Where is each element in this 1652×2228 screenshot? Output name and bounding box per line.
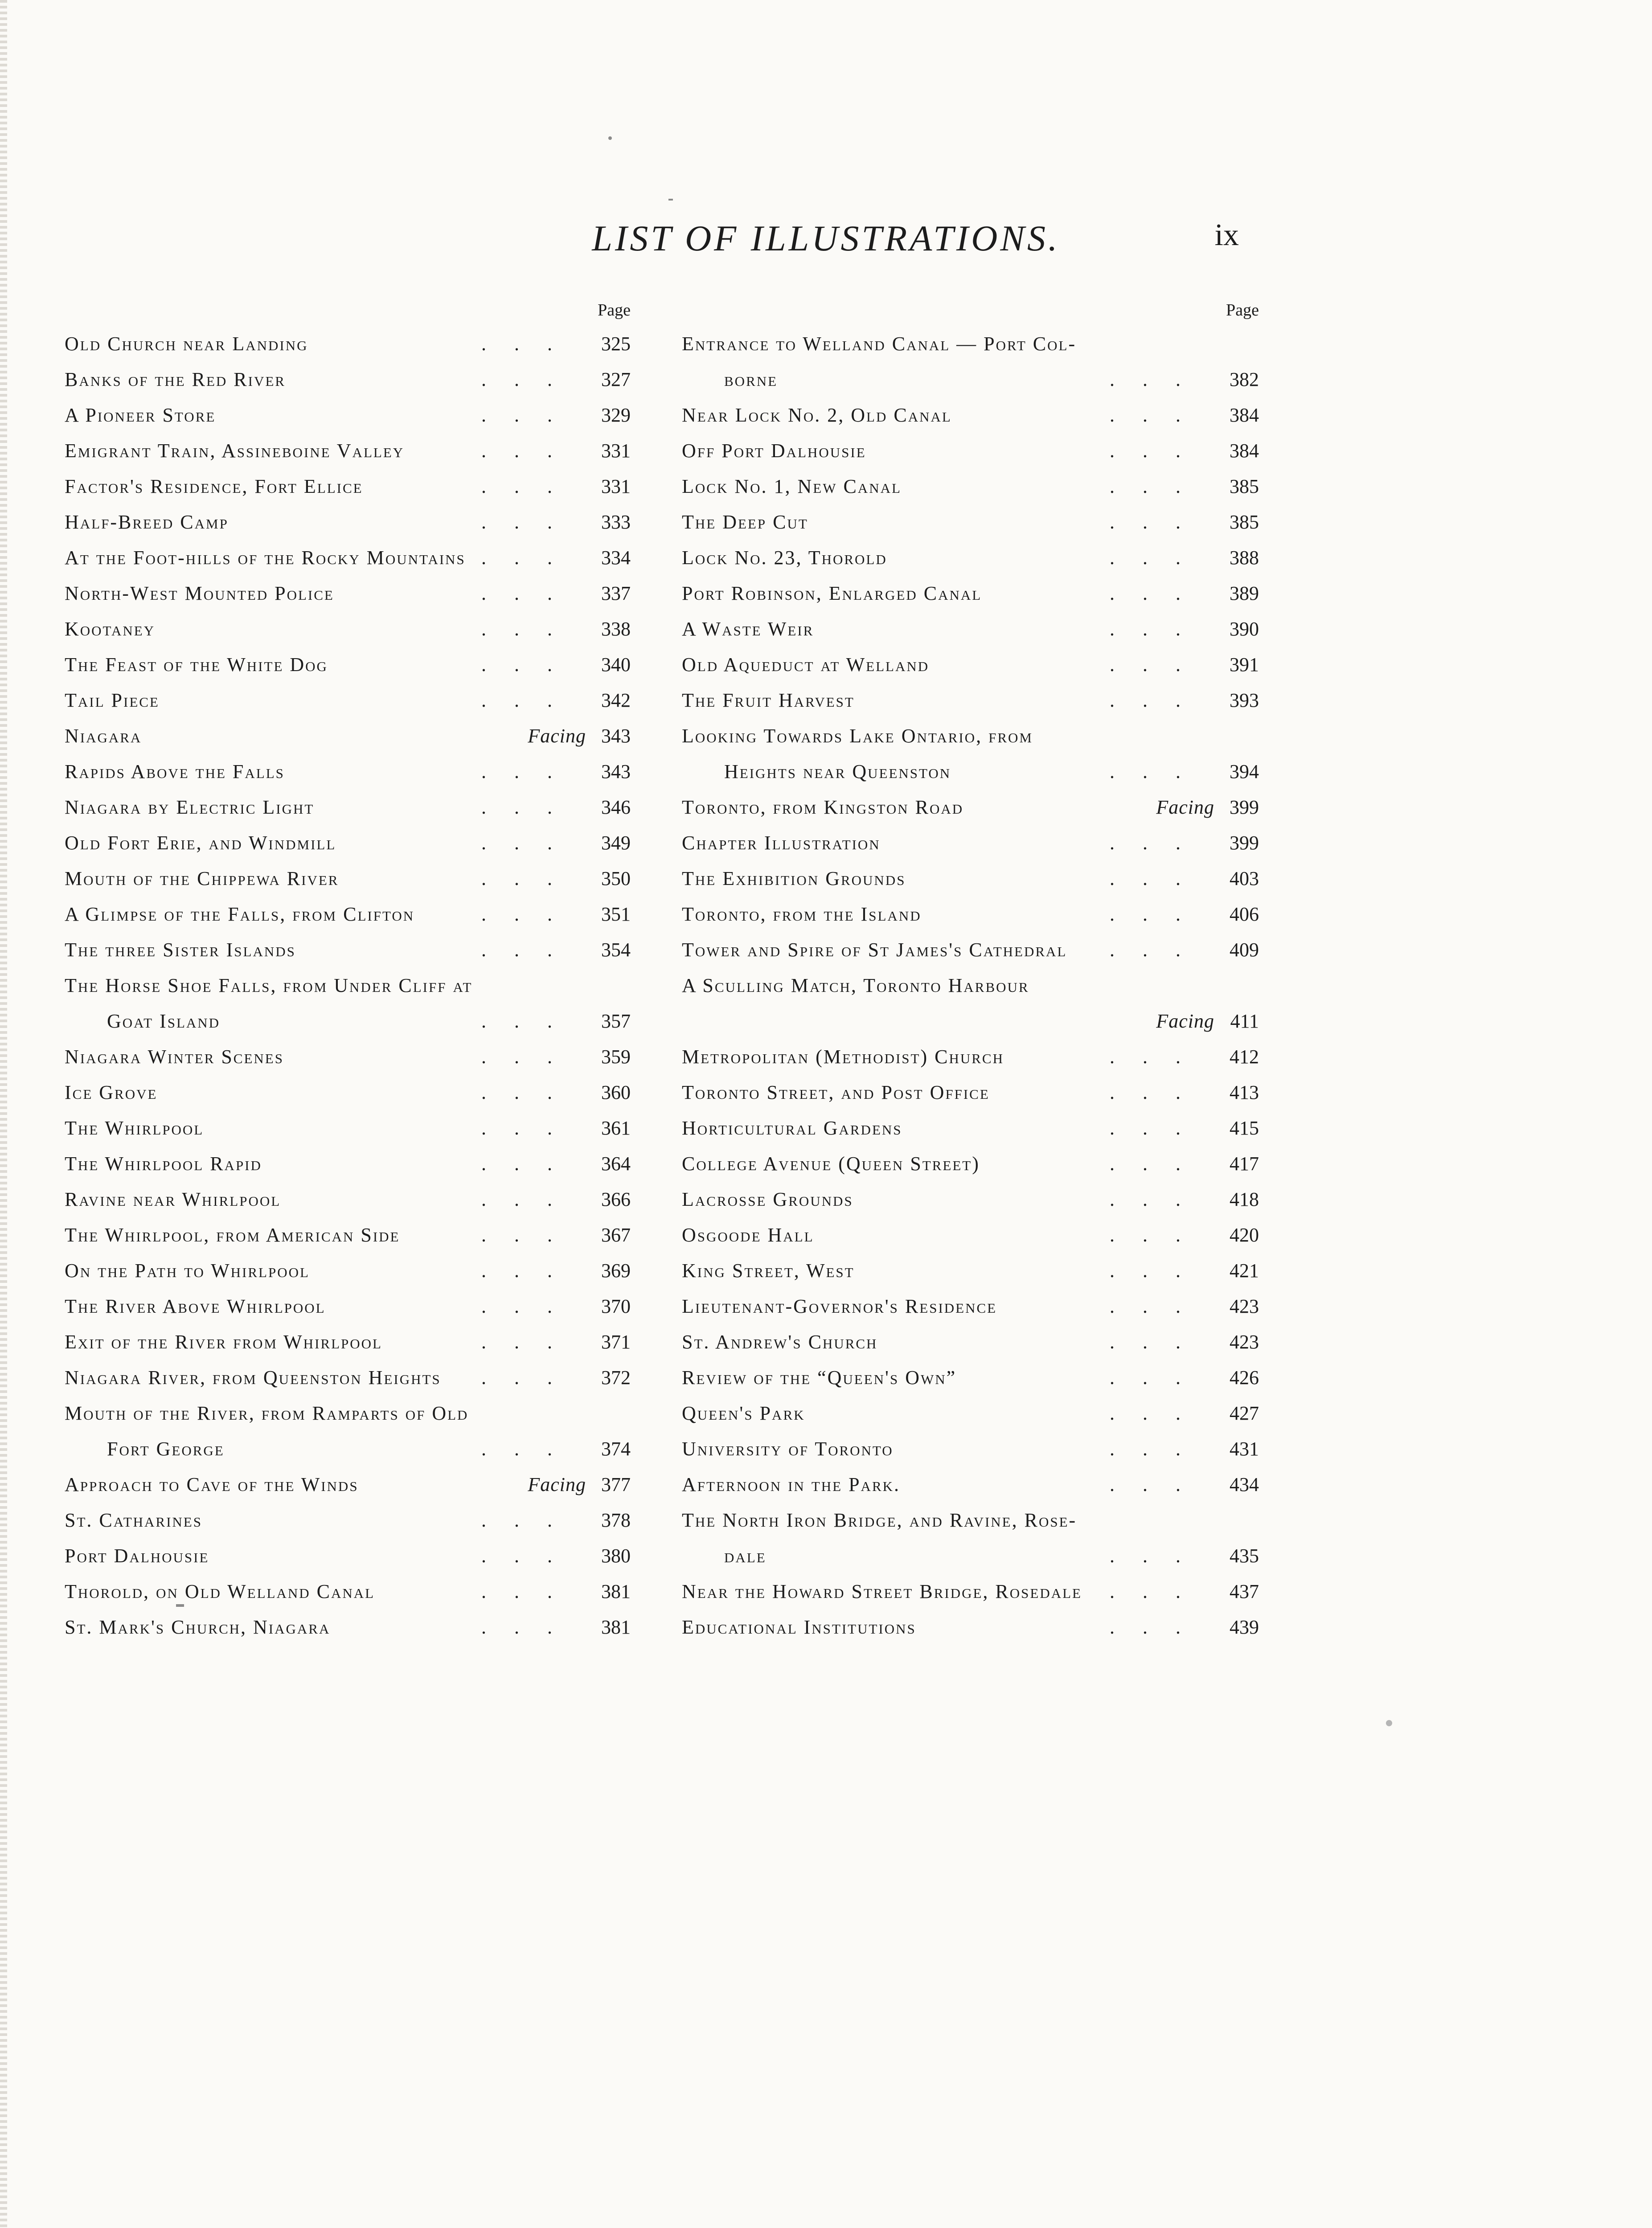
entry-page-number: 385 <box>1230 475 1259 497</box>
entry-page-number: 374 <box>601 1438 631 1460</box>
dot-leader: . . . <box>1110 1581 1192 1602</box>
entry-page-number: 423 <box>1230 1331 1259 1353</box>
list-item <box>682 326 1259 362</box>
list-item <box>65 968 631 1003</box>
list-item <box>682 397 1259 433</box>
entry-title: Off Port Dalhousie <box>682 440 866 462</box>
list-item <box>65 861 631 897</box>
dot-leader: . . . <box>1110 654 1192 676</box>
dot-leader: . . . <box>481 440 564 462</box>
entry-page-number: 329 <box>601 404 631 426</box>
entry-title: Banks of the Red River <box>65 369 286 390</box>
entry-page-number: 381 <box>601 1616 631 1638</box>
dot-leader: . . . <box>1110 1188 1192 1210</box>
dot-leader: . . . <box>481 1081 564 1103</box>
entry-title: St. Andrew's Church <box>682 1331 878 1353</box>
entry-title: A Waste Weir <box>682 618 814 640</box>
list-item <box>682 576 1259 611</box>
entry-title: St. Mark's Church, Niagara <box>65 1616 331 1638</box>
entry-page-number: 420 <box>1230 1224 1259 1246</box>
entry-page-number: 325 <box>601 333 631 355</box>
dot-leader: . . . <box>481 761 564 782</box>
entry-page-number: 380 <box>601 1545 631 1567</box>
entry-page-number: 415 <box>1230 1117 1259 1139</box>
entry-title: The Feast of the White Dog <box>65 654 328 676</box>
entry-title: The North Iron Bridge, and Ravine, Rose- <box>682 1509 1077 1531</box>
entry-title: Lock No. 23, Thorold <box>682 547 887 569</box>
facing-label: Facing <box>528 725 586 747</box>
list-item <box>65 1431 631 1467</box>
scan-speck <box>608 136 612 140</box>
entry-page-number: 331 <box>601 475 631 497</box>
entry-title: Ice Grove <box>65 1081 158 1103</box>
entry-title: borne <box>724 369 778 390</box>
list-item <box>65 754 631 790</box>
dot-leader: . . . <box>1110 689 1192 711</box>
entry-title: The Deep Cut <box>682 511 808 533</box>
list-item <box>682 469 1259 504</box>
entry-page-number: 390 <box>1230 618 1259 640</box>
entry-title: The Whirlpool Rapid <box>65 1153 262 1175</box>
dot-leader: . . . <box>1110 1438 1192 1460</box>
list-item <box>65 1360 631 1396</box>
dot-leader: . . . <box>1110 1260 1192 1282</box>
dot-leader: . . . <box>1110 1545 1192 1567</box>
entry-page-number: 381 <box>601 1581 631 1602</box>
entry-page-number: 361 <box>601 1117 631 1139</box>
entry-page-number: 364 <box>601 1153 631 1175</box>
entry-title: Approach to Cave of the Winds <box>65 1474 359 1495</box>
list-item <box>65 1396 631 1431</box>
list-item <box>65 1039 631 1075</box>
list-item <box>65 576 631 611</box>
list-item <box>682 1503 1259 1538</box>
dot-leader: . . . <box>481 404 564 426</box>
entry-title: On the Path to Whirlpool <box>65 1260 310 1282</box>
entry-title: Chapter Illustration <box>682 832 881 854</box>
entry-page-number: 437 <box>1230 1581 1259 1602</box>
entry-page-number: 340 <box>601 654 631 676</box>
entry-page-number: 367 <box>601 1224 631 1246</box>
scan-speck <box>1386 1720 1392 1726</box>
list-item <box>65 1538 631 1574</box>
list-item <box>65 718 631 754</box>
dot-leader: . . . <box>481 796 564 818</box>
entry-title: Thorold, on Old Welland Canal <box>65 1581 375 1602</box>
dot-leader: . . . <box>1110 440 1192 462</box>
entry-title: Goat Island <box>107 1010 221 1032</box>
dot-leader: . . . <box>481 1545 564 1567</box>
list-item <box>682 968 1259 1003</box>
entry-page-number: 411 <box>1230 1010 1259 1032</box>
dot-leader: . . . <box>481 1509 564 1531</box>
entry-title: Mouth of the River, from Ramparts of Old <box>65 1402 469 1424</box>
left-column <box>65 294 631 1645</box>
entry-title: Factor's Residence, Fort Ellice <box>65 475 363 497</box>
list-item <box>65 1610 631 1645</box>
entry-title: The Whirlpool <box>65 1117 204 1139</box>
entry-page-number: 343 <box>601 761 631 782</box>
entry-page-number: 377 <box>601 1474 631 1495</box>
scan-edge <box>0 0 7 2228</box>
entry-page-number: 409 <box>1230 939 1259 961</box>
facing-label: Facing <box>1156 1010 1214 1032</box>
dot-leader: . . . <box>1110 1153 1192 1175</box>
entry-page-number: 334 <box>601 547 631 569</box>
entry-page-number: 357 <box>601 1010 631 1032</box>
list-item <box>682 1324 1259 1360</box>
list-item <box>65 1182 631 1217</box>
list-item <box>682 1289 1259 1324</box>
list-item <box>682 1146 1259 1182</box>
entry-title: A Glimpse of the Falls, from Clifton <box>65 903 415 925</box>
list-item <box>65 647 631 683</box>
entry-page-number: 366 <box>601 1188 631 1210</box>
entry-title: Educational Institutions <box>682 1616 916 1638</box>
list-item <box>682 1467 1259 1503</box>
list-item <box>65 362 631 397</box>
list-item <box>65 469 631 504</box>
list-item <box>682 1538 1259 1574</box>
entry-title: Exit of the River from Whirlpool <box>65 1331 382 1353</box>
dot-leader: . . . <box>1110 547 1192 569</box>
dot-leader: . . . <box>1110 511 1192 533</box>
list-item <box>682 861 1259 897</box>
dot-leader: . . . <box>481 1117 564 1139</box>
entry-title: King Street, West <box>682 1260 855 1282</box>
list-item <box>682 1003 1259 1039</box>
entry-title: University of Toronto <box>682 1438 894 1460</box>
list-item <box>682 647 1259 683</box>
right-page-label: Page <box>1226 301 1259 319</box>
dot-leader: . . . <box>481 1331 564 1353</box>
entry-page-number: 351 <box>601 903 631 925</box>
entry-title: Review of the “Queen's Own” <box>682 1367 957 1388</box>
dot-leader: . . . <box>481 832 564 854</box>
dot-leader: . . . <box>481 654 564 676</box>
entry-title: Afternoon in the Park. <box>682 1474 901 1495</box>
entry-title: St. Catharines <box>65 1509 202 1531</box>
entry-page-number: 384 <box>1230 440 1259 462</box>
entry-title: Osgoode Hall <box>682 1224 814 1246</box>
list-item <box>65 1574 631 1610</box>
list-item <box>65 932 631 968</box>
list-item <box>65 504 631 540</box>
dot-leader: . . . <box>481 1010 564 1032</box>
dot-leader: . . . <box>481 547 564 569</box>
entry-page-number: 343 <box>601 725 631 747</box>
dot-leader: . . . <box>1110 582 1192 604</box>
entry-page-number: 370 <box>601 1295 631 1317</box>
dot-leader: . . . <box>1110 618 1192 640</box>
entry-page-number: 406 <box>1230 903 1259 925</box>
entry-title: Old Fort Erie, and Windmill <box>65 832 336 854</box>
dot-leader: . . . <box>481 939 564 961</box>
dot-leader: . . . <box>1110 1474 1192 1495</box>
dot-leader: . . . <box>1110 761 1192 782</box>
entry-page-number: 346 <box>601 796 631 818</box>
list-item <box>65 611 631 647</box>
entry-page-number: 359 <box>601 1046 631 1068</box>
entry-title: Port Robinson, Enlarged Canal <box>682 582 982 604</box>
entry-title: A Pioneer Store <box>65 404 216 426</box>
entry-title: Tail Piece <box>65 689 160 711</box>
facing-label: Facing <box>1156 796 1214 818</box>
entry-page-number: 388 <box>1230 547 1259 569</box>
entry-title: College Avenue (Queen Street) <box>682 1153 980 1175</box>
entry-title: North-West Mounted Police <box>65 582 334 604</box>
entry-page-number: 417 <box>1230 1153 1259 1175</box>
list-item <box>682 1610 1259 1645</box>
entry-page-number: 399 <box>1230 832 1259 854</box>
list-item <box>682 433 1259 469</box>
dot-leader: . . . <box>1110 868 1192 889</box>
entry-title: The three Sister Islands <box>65 939 296 961</box>
entry-page-number: 371 <box>601 1331 631 1353</box>
entry-page-number: 413 <box>1230 1081 1259 1103</box>
entry-title: Rapids Above the Falls <box>65 761 285 782</box>
entry-title: Lieutenant-Governor's Residence <box>682 1295 997 1317</box>
entry-title: Near Lock No. 2, Old Canal <box>682 404 952 426</box>
list-item <box>65 1253 631 1289</box>
entry-page-number: 434 <box>1230 1474 1259 1495</box>
entry-title: Emigrant Train, Assineboine Valley <box>65 440 405 462</box>
entry-title: dale <box>724 1545 767 1567</box>
entry-page-number: 431 <box>1230 1438 1259 1460</box>
dot-leader: . . . <box>481 1153 564 1175</box>
list-item <box>65 825 631 861</box>
entry-title: The River Above Whirlpool <box>65 1295 326 1317</box>
list-item <box>682 504 1259 540</box>
scan-speck <box>176 1604 184 1607</box>
dot-leader: . . . <box>1110 1224 1192 1246</box>
list-item <box>682 718 1259 754</box>
dot-leader: . . . <box>1110 1046 1192 1068</box>
entry-title: A Sculling Match, Toronto Harbour <box>682 975 1029 996</box>
page-number: ix <box>1214 218 1239 252</box>
entry-title: Kootaney <box>65 618 156 640</box>
entry-page-number: 369 <box>601 1260 631 1282</box>
entry-page-number: 338 <box>601 618 631 640</box>
entry-title: Lacrosse Grounds <box>682 1188 853 1210</box>
entry-page-number: 360 <box>601 1081 631 1103</box>
dot-leader: . . . <box>481 868 564 889</box>
dot-leader: . . . <box>481 1188 564 1210</box>
entry-page-number: 439 <box>1230 1616 1259 1638</box>
dot-leader: . . . <box>481 689 564 711</box>
entry-title: Metropolitan (Methodist) Church <box>682 1046 1004 1068</box>
right-column <box>682 294 1259 1645</box>
dot-leader: . . . <box>481 369 564 390</box>
entry-title: At the Foot-hills of the Rocky Mountains <box>65 547 466 569</box>
entry-page-number: 403 <box>1230 868 1259 889</box>
list-item <box>65 326 631 362</box>
dot-leader: . . . <box>481 1438 564 1460</box>
entry-title: The Exhibition Grounds <box>682 868 906 889</box>
entry-page-number: 394 <box>1230 761 1259 782</box>
entry-page-number: 382 <box>1230 369 1259 390</box>
entry-title: Ravine near Whirlpool <box>65 1188 281 1210</box>
entry-page-number: 423 <box>1230 1295 1259 1317</box>
dot-leader: . . . <box>1110 404 1192 426</box>
entry-page-number: 337 <box>601 582 631 604</box>
dot-leader: . . . <box>1110 1616 1192 1638</box>
dot-leader: . . . <box>1110 1402 1192 1424</box>
entry-page-number: 350 <box>601 868 631 889</box>
dot-leader: . . . <box>481 582 564 604</box>
list-item <box>682 1431 1259 1467</box>
list-item <box>65 1146 631 1182</box>
dot-leader: . . . <box>481 618 564 640</box>
list-item <box>682 1396 1259 1431</box>
entry-page-number: 427 <box>1230 1402 1259 1424</box>
entry-page-number: 331 <box>601 440 631 462</box>
list-item <box>682 1217 1259 1253</box>
dot-leader: . . . <box>1110 1295 1192 1317</box>
list-item <box>65 897 631 932</box>
entry-page-number: 385 <box>1230 511 1259 533</box>
entry-title: Niagara by Electric Light <box>65 796 315 818</box>
entry-title: Niagara <box>65 725 142 747</box>
entry-title: Looking Towards Lake Ontario, from <box>682 725 1033 747</box>
list-item <box>65 1289 631 1324</box>
list-item <box>682 790 1259 825</box>
list-item <box>65 1075 631 1110</box>
entry-title: Near the Howard Street Bridge, Rosedale <box>682 1581 1082 1602</box>
entry-title: The Fruit Harvest <box>682 689 855 711</box>
list-item <box>682 362 1259 397</box>
list-item <box>682 1182 1259 1217</box>
entry-title: Fort George <box>107 1438 225 1460</box>
list-item <box>65 683 631 718</box>
entry-title: Toronto, from the Island <box>682 903 922 925</box>
list-item <box>65 397 631 433</box>
entry-page-number: 389 <box>1230 582 1259 604</box>
entry-title: Niagara River, from Queenston Heights <box>65 1367 441 1388</box>
entry-title: Entrance to Welland Canal — Port Col- <box>682 333 1077 355</box>
dot-leader: . . . <box>481 1260 564 1282</box>
entry-title: Mouth of the Chippewa River <box>65 868 339 889</box>
dot-leader: . . . <box>1110 1081 1192 1103</box>
entry-title: Old Church near Landing <box>65 333 308 355</box>
left-page-label: Page <box>598 301 631 319</box>
list-item <box>65 790 631 825</box>
entry-title: Tower and Spire of St James's Cathedral <box>682 939 1067 961</box>
list-item <box>682 825 1259 861</box>
dot-leader: . . . <box>1110 1367 1192 1388</box>
list-item <box>682 754 1259 790</box>
list-item <box>682 540 1259 576</box>
entry-title: The Horse Shoe Falls, from Under Cliff at <box>65 975 473 996</box>
list-item <box>65 540 631 576</box>
dot-leader: . . . <box>481 1581 564 1602</box>
list-item <box>65 1324 631 1360</box>
entry-title: Toronto, from Kingston Road <box>682 796 964 818</box>
entry-title: Lock No. 1, New Canal <box>682 475 902 497</box>
entry-title: Toronto Street, and Post Office <box>682 1081 990 1103</box>
entry-page-number: 384 <box>1230 404 1259 426</box>
list-item <box>682 683 1259 718</box>
list-item <box>682 611 1259 647</box>
entry-page-number: 412 <box>1230 1046 1259 1068</box>
entry-page-number: 418 <box>1230 1188 1259 1210</box>
list-item <box>682 897 1259 932</box>
dot-leader: . . . <box>1110 939 1192 961</box>
dot-leader: . . . <box>481 1367 564 1388</box>
list-item <box>65 1467 631 1503</box>
dot-leader: . . . <box>1110 832 1192 854</box>
entry-page-number: 391 <box>1230 654 1259 676</box>
entry-page-number: 349 <box>601 832 631 854</box>
entry-page-number: 372 <box>601 1367 631 1388</box>
entry-page-number: 421 <box>1230 1260 1259 1282</box>
entry-title: Horticultural Gardens <box>682 1117 902 1139</box>
entry-title: Heights near Queenston <box>724 761 951 782</box>
entry-title: Old Aqueduct at Welland <box>682 654 930 676</box>
dot-leader: . . . <box>481 1295 564 1317</box>
page-title: LIST OF ILLUSTRATIONS. <box>592 218 1060 258</box>
entry-title: The Whirlpool, from American Side <box>65 1224 400 1246</box>
list-item <box>65 433 631 469</box>
dot-leader: . . . <box>481 333 564 355</box>
dot-leader: . . . <box>1110 1331 1192 1353</box>
dot-leader: . . . <box>1110 369 1192 390</box>
dot-leader: . . . <box>1110 475 1192 497</box>
entry-page-number: 327 <box>601 369 631 390</box>
entry-page-number: 342 <box>601 689 631 711</box>
list-item <box>65 1503 631 1538</box>
dot-leader: . . . <box>481 1224 564 1246</box>
dot-leader: . . . <box>481 511 564 533</box>
entry-title: Niagara Winter Scenes <box>65 1046 284 1068</box>
entry-page-number: 435 <box>1230 1545 1259 1567</box>
list-item <box>682 1075 1259 1110</box>
entry-page-number: 399 <box>1230 796 1259 818</box>
dot-leader: . . . <box>481 475 564 497</box>
list-item <box>65 1003 631 1039</box>
entry-title: Queen's Park <box>682 1402 805 1424</box>
dot-leader: . . . <box>1110 1117 1192 1139</box>
dot-leader: . . . <box>481 1616 564 1638</box>
list-item <box>682 932 1259 968</box>
dot-leader: . . . <box>481 1046 564 1068</box>
list-item <box>682 1039 1259 1075</box>
entry-page-number: 333 <box>601 511 631 533</box>
entry-page-number: 378 <box>601 1509 631 1531</box>
list-item <box>682 1360 1259 1396</box>
list-item <box>682 1253 1259 1289</box>
entry-page-number: 393 <box>1230 689 1259 711</box>
entry-page-number: 426 <box>1230 1367 1259 1388</box>
right-entry-list <box>682 326 1259 1645</box>
facing-label: Facing <box>528 1474 586 1495</box>
scan-speck <box>668 199 673 201</box>
dot-leader: . . . <box>481 903 564 925</box>
dot-leader: . . . <box>1110 903 1192 925</box>
entry-page-number: 354 <box>601 939 631 961</box>
entry-title: Port Dalhousie <box>65 1545 209 1567</box>
list-item <box>682 1574 1259 1610</box>
list-item <box>65 1217 631 1253</box>
entry-title: Half-Breed Camp <box>65 511 229 533</box>
list-item <box>682 1110 1259 1146</box>
left-entry-list <box>65 326 631 1645</box>
list-item <box>65 1110 631 1146</box>
